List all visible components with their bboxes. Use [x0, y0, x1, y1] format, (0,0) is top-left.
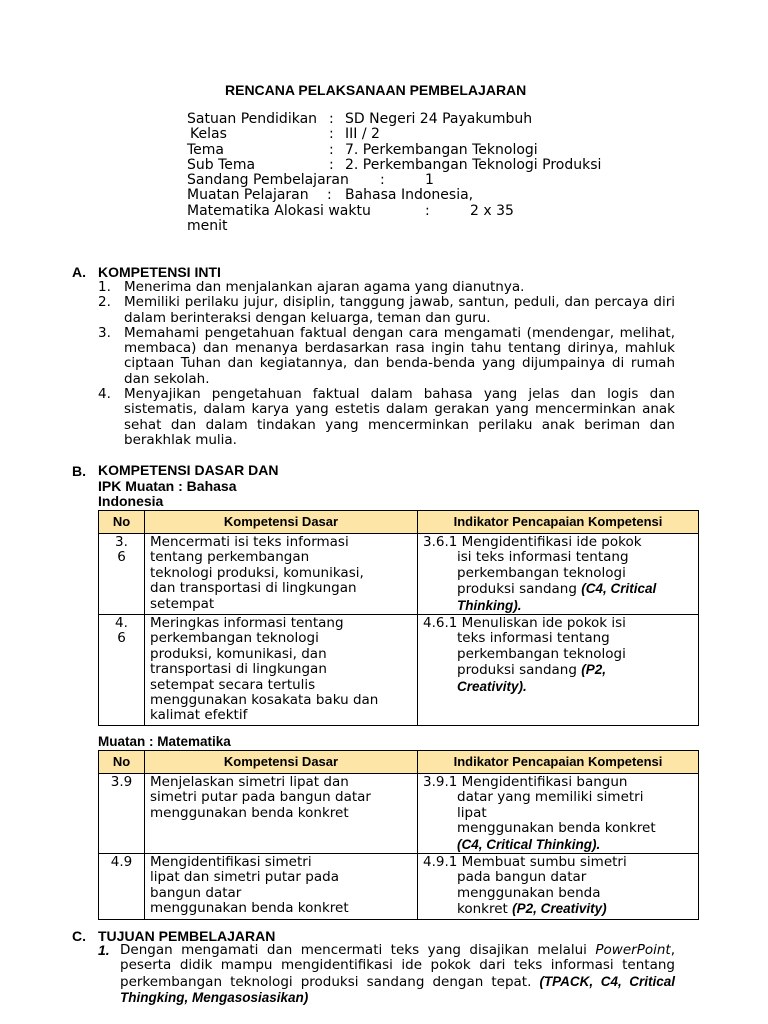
row-number-part: 3. — [115, 534, 128, 550]
kd-line: dan transportasi di lingkungan — [150, 580, 357, 597]
ipk-line: isi teks informasi tentang — [457, 549, 629, 566]
ipk-line — [423, 662, 694, 678]
kelas-label: Kelas — [190, 126, 227, 143]
muatan-value: Bahasa Indonesia, — [345, 187, 474, 204]
table-row — [99, 774, 699, 854]
kd-line: menggunakan kosakata baku dan — [150, 692, 379, 709]
colon: : — [329, 126, 334, 143]
row-number-part: 6 — [117, 630, 126, 647]
kd-cell — [145, 854, 418, 920]
section-c-heading: TUJUAN PEMBELAJARAN — [98, 928, 276, 944]
list-text: Memahami pengetahuan faktual dengan cara mengamati (mendengar, melihat, membaca) dan menanya berdasarkan rasa ingin tahu tentang dirinya, mahluk ciptaan Tuhan dan kegiatannya, dan benda-benda yang dijumpainya di rumah dan sekolah. — [124, 324, 675, 387]
tujuan-tag: (TPACK, C4, Critical Thingking, Mengasosiasikan) — [120, 973, 675, 1005]
section-b-heading-line: KOMPETENSI DASAR DAN — [98, 462, 279, 478]
ipk-tag: Thinking). — [457, 597, 522, 613]
section-b-heading-line: IPK Muatan : Bahasa — [98, 477, 237, 494]
sandang-label: Sandang Pembelajaran — [187, 172, 349, 189]
row-number — [99, 534, 145, 615]
section-b-heading-line: Indonesia — [98, 493, 164, 509]
matematika-label: Muatan : Matematika — [98, 734, 231, 749]
ipk-tag: (C4, Critical — [581, 581, 657, 597]
section-b-heading — [98, 463, 278, 510]
page-title: RENCANA PELAKSANAAN PEMBELAJARAN — [225, 82, 527, 98]
ipk-line: pada bangun datar — [457, 869, 587, 886]
table-row — [99, 615, 699, 726]
kd-line: transportasi di lingkungan — [150, 661, 327, 678]
row-number: 3.9 — [99, 774, 145, 854]
alokasi-value: 2 x 35 — [470, 202, 514, 219]
powerpoint-text: PowerPoint — [595, 942, 671, 958]
colon: : — [329, 111, 334, 127]
colon: : — [327, 187, 332, 204]
bahasa-indonesia-table — [98, 510, 699, 726]
header-no: No — [99, 511, 145, 534]
ipk-tag: (P2, Creativity) — [512, 901, 607, 917]
ipk-line — [423, 901, 694, 917]
kd-line: produksi, komunikasi, dan — [150, 645, 327, 662]
kd-line: Mengidentifikasi simetri — [150, 854, 312, 871]
ipk-line: lipat — [457, 804, 487, 821]
list-number: 4. — [98, 386, 111, 403]
ipk-text: produksi sandang — [457, 662, 577, 679]
ipk-line: 3.9.1 Mengidentifikasi bangun — [423, 774, 628, 790]
ipk-tag: (P2, — [581, 662, 606, 678]
kd-line: Menjelaskan simetri lipat dan — [150, 774, 349, 790]
section-b-letter: B. — [72, 463, 86, 479]
list-number: 1. — [98, 279, 111, 295]
satuan-value: SD Negeri 24 Payakumbuh — [345, 111, 533, 127]
ipk-line: teks informasi tentang — [457, 630, 610, 647]
table-row — [99, 534, 699, 615]
kd-line: lipat dan simetri putar pada — [150, 869, 339, 886]
sandang-value: 1 — [425, 172, 434, 189]
kd-line: bangun datar — [150, 884, 242, 901]
section-c-letter: C. — [72, 928, 86, 944]
kompetensi-inti-list — [98, 280, 675, 448]
kd-line: setempat — [150, 595, 215, 612]
section-a-letter: A. — [72, 264, 86, 280]
header-no: No — [99, 751, 145, 774]
list-item — [98, 295, 675, 326]
header-kompetensi-dasar: Kompetensi Dasar — [145, 511, 418, 534]
table-header-row — [99, 511, 699, 534]
ipk-cell — [418, 615, 699, 726]
colon: : — [329, 141, 334, 158]
subtema-label: Sub Tema — [187, 156, 256, 173]
header-indikator: Indikator Pencapaian Kompetensi — [418, 751, 699, 774]
ipk-line: menggunakan benda — [457, 884, 601, 901]
tujuan-text-cont: , peserta didik mampu mengidentifikasi ide pokok dari teks informasi tentang perkembangan teknologi produksi sandang dengan tepat. — [120, 942, 675, 990]
list-item — [98, 280, 675, 295]
kd-cell — [145, 534, 418, 615]
list-item — [98, 326, 675, 387]
header-kompetensi-dasar: Kompetensi Dasar — [145, 751, 418, 774]
ipk-line: 4.9.1 Membuat sumbu simetri — [423, 854, 627, 871]
list-number: 3. — [98, 324, 111, 341]
kd-line: setempat secara tertulis — [150, 676, 316, 693]
muatan-label: Muatan Pelajaran — [187, 187, 309, 204]
list-text: Memiliki perilaku jujur, disiplin, tanggung jawab, santun, peduli, dan percaya diri dalam berinteraksi dengan keluarga, teman dan guru. — [124, 294, 675, 326]
kd-line: kalimat efektif — [150, 707, 248, 724]
kd-line: tentang perkembangan — [150, 549, 310, 566]
kd-line: Meringkas informasi tentang — [150, 615, 344, 632]
kd-line: menggunakan benda konkret — [150, 804, 349, 821]
matematika-alokasi-label: Matematika Alokasi waktu — [187, 202, 371, 219]
subtema-value: 2. Perkembangan Teknologi Produksi — [345, 156, 602, 173]
identity-block — [187, 111, 602, 235]
tema-label: Tema — [187, 141, 225, 158]
kd-line: Mencermati isi teks informasi — [150, 534, 349, 550]
colon: : — [380, 172, 385, 189]
section-a-heading: KOMPETENSI INTI — [98, 264, 221, 280]
tema-value: 7. Perkembangan Teknologi — [345, 141, 538, 158]
header-indikator: Indikator Pencapaian Kompetensi — [418, 511, 699, 534]
tujuan-number: 1. — [98, 942, 110, 958]
row-number: 4.9 — [99, 854, 145, 920]
ipk-cell — [418, 774, 699, 854]
ipk-line: menggunakan benda konkret — [457, 820, 656, 837]
ipk-line — [423, 581, 694, 597]
colon: : — [425, 202, 430, 219]
kd-line: teknologi produksi, komunikasi, — [150, 564, 364, 581]
list-item — [98, 387, 675, 448]
row-number-part: 4. — [115, 615, 128, 632]
list-text: Menyajikan pengetahuan faktual dalam bahasa yang jelas dan logis dan sistematis, dalam karya yang estetis dalam gerakan yang mencerminkan anak sehat dan dalam tindakan yang mencerminkan perilaku anak beriman dan berakhlak mulia. — [124, 386, 675, 448]
ipk-tag: Creativity). — [457, 678, 527, 694]
kelas-value: III / 2 — [345, 126, 380, 143]
ipk-cell — [418, 854, 699, 920]
list-number: 2. — [98, 294, 111, 311]
ipk-tag: (C4, Critical Thinking). — [457, 836, 601, 852]
ipk-cell — [418, 534, 699, 615]
colon: : — [329, 156, 334, 173]
matematika-table — [98, 750, 699, 920]
kd-cell — [145, 615, 418, 726]
ipk-text: produksi sandang — [457, 581, 577, 598]
kd-line: simetri putar pada bangun datar — [150, 789, 371, 806]
kd-cell — [145, 774, 418, 854]
row-number-part: 6 — [117, 549, 126, 566]
kd-line: perkembangan teknologi — [150, 630, 319, 647]
table-row — [99, 854, 699, 920]
tujuan-text: Dengan mengamati dan mencermati teks yang disajikan melalui — [120, 942, 587, 958]
satuan-label: Satuan Pendidikan — [187, 111, 318, 127]
ipk-line: 4.6.1 Menuliskan ide pokok isi — [423, 615, 626, 632]
row-number — [99, 615, 145, 726]
kd-line: menggunakan benda konkret — [150, 900, 349, 917]
tujuan-item — [98, 943, 675, 1006]
ipk-line: datar yang memiliki simetri — [457, 789, 644, 806]
menit-text: menit — [187, 218, 228, 235]
ipk-text: konkret — [457, 901, 508, 918]
ipk-line: 3.6.1 Mengidentifikasi ide pokok — [423, 534, 642, 550]
table-header-row — [99, 751, 699, 774]
list-text: Menerima dan menjalankan ajaran agama yang dianutnya. — [124, 279, 525, 295]
ipk-line: perkembangan teknologi — [457, 564, 626, 581]
ipk-line: perkembangan teknologi — [457, 645, 626, 662]
